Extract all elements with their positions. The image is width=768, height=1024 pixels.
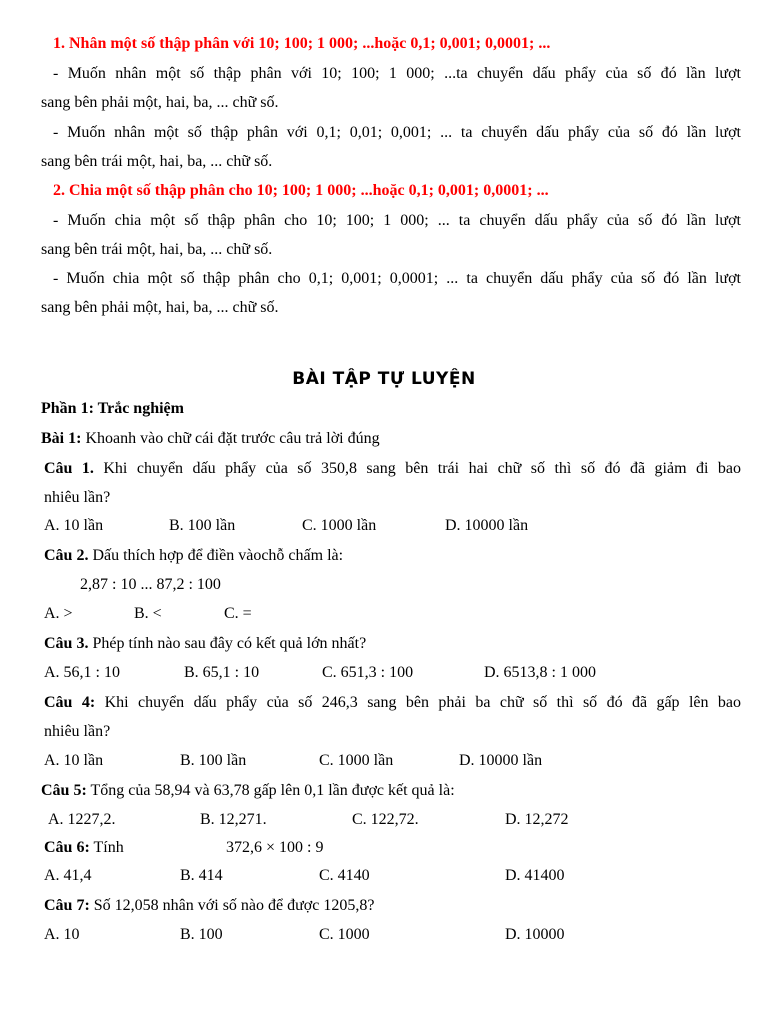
q4-option-a[interactable]: A. 10 lần: [44, 752, 104, 769]
q1-option-c[interactable]: C. 1000 lần: [302, 517, 377, 534]
q6-label: Câu 6:: [44, 839, 90, 856]
q3-stem: [44, 634, 741, 654]
q5-text: Tổng của 58,94 và 63,78 gấp lên 0,1 lần được kết quả là:: [86, 782, 455, 799]
q1-option-d[interactable]: D. 10000 lần: [445, 517, 529, 534]
q4-text: Khi chuyển dấu phẩy của số 246,3 sang bên phải ba chữ số thì số đó đã gấp lên bao: [95, 694, 742, 711]
q4-stem: [44, 693, 741, 713]
part-heading: Phần 1: Trắc nghiệm: [41, 400, 184, 417]
q4-option-c[interactable]: C. 1000 lần: [319, 752, 394, 769]
q1-text: Khi chuyển dấu phẩy của số 350,8 sang bên trái hai chữ số thì số đó đã giảm đi bao: [93, 460, 742, 477]
q4-option-d[interactable]: D. 10000 lần: [459, 752, 543, 769]
rule-multiply-01: - Muốn nhân một số thập phân với 0,1; 0,01; 0,001; ... ta chuyển dấu phẩy của số đó lần lượt: [53, 124, 741, 141]
heading-divide: 2. Chia một số thập phân cho 10; 100; 1 000; ...hoặc 0,1; 0,001; 0,0001; ...: [53, 182, 549, 199]
q7-option-a[interactable]: A. 10: [44, 926, 80, 943]
bai1-line: [41, 429, 741, 449]
q2-option-a[interactable]: A. >: [44, 605, 73, 622]
q3-option-d[interactable]: D. 6513,8 : 1 000: [484, 664, 596, 681]
q2-option-b[interactable]: B. <: [134, 605, 162, 622]
q6-option-b[interactable]: B. 414: [180, 867, 223, 884]
q4-stem-cont: nhiêu lần?: [44, 723, 111, 740]
q7-stem: [44, 896, 741, 916]
q2-expression: 2,87 : 10 ... 87,2 : 100: [80, 576, 221, 593]
bai1-label: Bài 1:: [41, 430, 82, 447]
rule-divide-10-cont: sang bên trái một, hai, ba, ... chữ số.: [41, 241, 273, 258]
q5-option-d[interactable]: D. 12,272: [505, 811, 569, 828]
rule-multiply-10-cont: sang bên phải một, hai, ba, ... chữ số.: [41, 94, 279, 111]
q1-option-b[interactable]: B. 100 lần: [169, 517, 236, 534]
q7-option-d[interactable]: D. 10000: [505, 926, 565, 943]
q1-label: Câu 1.: [44, 460, 94, 477]
q1-option-a[interactable]: A. 10 lần: [44, 517, 104, 534]
q3-option-c[interactable]: C. 651,3 : 100: [322, 664, 414, 681]
rule-multiply-01-cont: sang bên trái một, hai, ba, ... chữ số.: [41, 153, 273, 170]
q2-text: Dấu thích hợp để điền vàochỗ chấm là:: [88, 547, 344, 564]
q2-label: Câu 2.: [44, 547, 89, 564]
q6-stem: [44, 838, 741, 858]
q5-option-a[interactable]: A. 1227,2.: [48, 811, 116, 828]
q5-stem: [41, 781, 741, 801]
q4-option-b[interactable]: B. 100 lần: [180, 752, 247, 769]
bai1-text: Khoanh vào chữ cái đặt trước câu trả lời đúng: [81, 430, 380, 447]
q6-option-a[interactable]: A. 41,4: [44, 867, 92, 884]
q5-option-c[interactable]: C. 122,72.: [352, 811, 419, 828]
q6-text: Tính: [89, 839, 124, 856]
rule-divide-01: - Muốn chia một số thập phân cho 0,1; 0,001; 0,0001; ... ta chuyển dấu phẩy của số đó lần lượt: [53, 270, 741, 287]
exercise-title: BÀI TẬP TỰ LUYỆN: [292, 369, 476, 389]
q1-stem-cont: nhiêu lần?: [44, 489, 111, 506]
rule-multiply-10: - Muốn nhân một số thập phân với 10; 100; 1 000; ...ta chuyển dấu phẩy của số đó lần lượt: [53, 65, 741, 82]
q2-option-c[interactable]: C. =: [224, 605, 252, 622]
rule-divide-01-cont: sang bên phải một, hai, ba, ... chữ số.: [41, 299, 279, 316]
q3-option-b[interactable]: B. 65,1 : 10: [184, 664, 260, 681]
q5-label: Câu 5:: [41, 782, 87, 799]
q7-text: Số 12,058 nhân với số nào để được 1205,8?: [89, 897, 375, 914]
q6-option-c[interactable]: C. 4140: [319, 867, 370, 884]
rule-divide-10: - Muốn chia một số thập phân cho 10; 100; 1 000; ... ta chuyển dấu phẩy của số đó lần lượt: [53, 212, 741, 229]
q2-stem: [44, 546, 741, 566]
q7-option-c[interactable]: C. 1000: [319, 926, 370, 943]
q7-label: Câu 7:: [44, 897, 90, 914]
q5-option-b[interactable]: B. 12,271.: [200, 811, 267, 828]
q3-label: Câu 3.: [44, 635, 89, 652]
q7-option-b[interactable]: B. 100: [180, 926, 223, 943]
q3-text: Phép tính nào sau đây có kết quả lớn nhất?: [88, 635, 367, 652]
q3-option-a[interactable]: A. 56,1 : 10: [44, 664, 120, 681]
q6-option-d[interactable]: D. 41400: [505, 867, 565, 884]
q6-expression: 372,6 × 100 : 9: [226, 839, 324, 856]
heading-multiply: 1. Nhân một số thập phân với 10; 100; 1 000; ...hoặc 0,1; 0,001; 0,0001; ...: [53, 35, 551, 52]
q4-label: Câu 4:: [44, 694, 96, 711]
q1-stem: [44, 459, 741, 479]
